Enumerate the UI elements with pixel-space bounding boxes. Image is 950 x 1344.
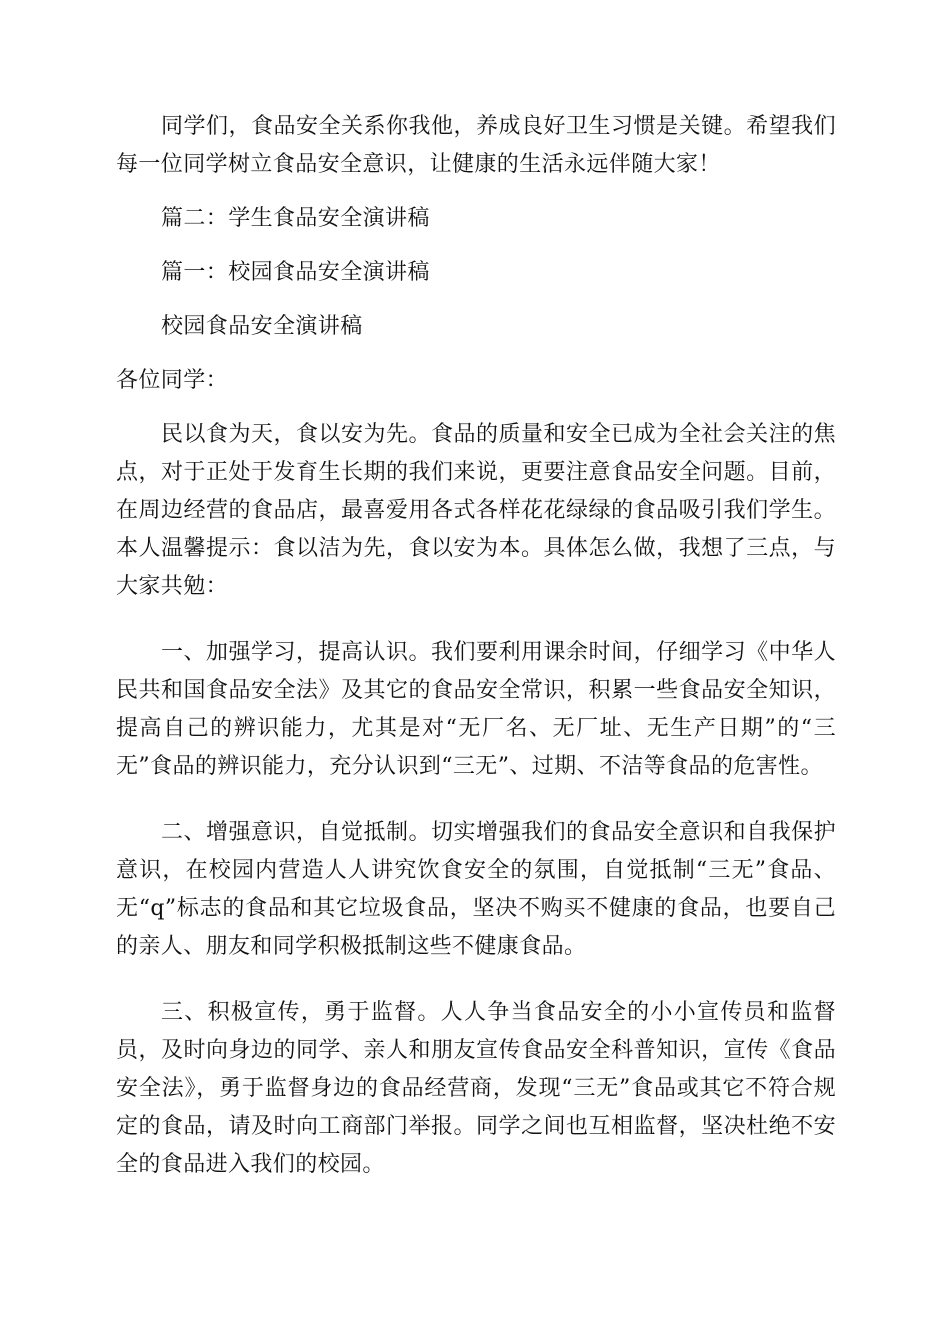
document-page bbox=[116, 108, 836, 1184]
point-three-paragraph: 三、积极宣传，勇于监督。人人争当食品安全的小小宣传员和监督员，及时向身边的同学、亲人和朋友宣传食品安全科普知识，宣传《食品安全法》，勇于监督身边的食品经营商，发现“三无”食品或其它不符合规定的食品，请及时向工商部门举报。同学之间也互相监督，坚决杜绝不安全的食品进入我们的校园。 bbox=[116, 1000, 836, 1177]
heading-part-two: 篇二：学生食品安全演讲稿 bbox=[161, 206, 430, 231]
closing-paragraph: 同学们，食品安全关系你我他，养成良好卫生习惯是关键。希望我们每一位同学树立食品安全意识，让健康的生活永远伴随大家！ bbox=[116, 114, 836, 177]
point-two-paragraph: 二、增强意识，自觉抵制。切实增强我们的食品安全意识和自我保护意识，在校园内营造人人讲究饮食安全的氛围，自觉抵制“三无”食品、无“q”标志的食品和其它垃圾食品，坚决不购买不健康的食品，也要自己的亲人、朋友和同学积极抵制这些不健康食品。 bbox=[116, 820, 836, 959]
salutation: 各位同学： bbox=[116, 368, 229, 393]
intro-paragraph: 民以食为天，食以安为先。食品的质量和安全已成为全社会关注的焦点，对于正处于发育生长期的我们来说，更要注意食品安全问题。目前，在周边经营的食品店，最喜爱用各式各样花花绿绿的食品吸引我们学生。本人温馨提示：食以洁为先，食以安为本。具体怎么做，我想了三点，与大家共勉： bbox=[116, 422, 836, 599]
speech-title: 校园食品安全演讲稿 bbox=[161, 314, 363, 339]
point-one-paragraph: 一、加强学习，提高认识。我们要利用课余时间，仔细学习《中华人民共和国食品安全法》及其它的食品安全常识，积累一些食品安全知识，提高自己的辨识能力，尤其是对“无厂名、无厂址、无生产日期”的“三无”食品的辨识能力，充分认识到“三无”、过期、不洁等食品的危害性。 bbox=[116, 640, 836, 779]
heading-part-one: 篇一：校园食品安全演讲稿 bbox=[161, 260, 430, 285]
